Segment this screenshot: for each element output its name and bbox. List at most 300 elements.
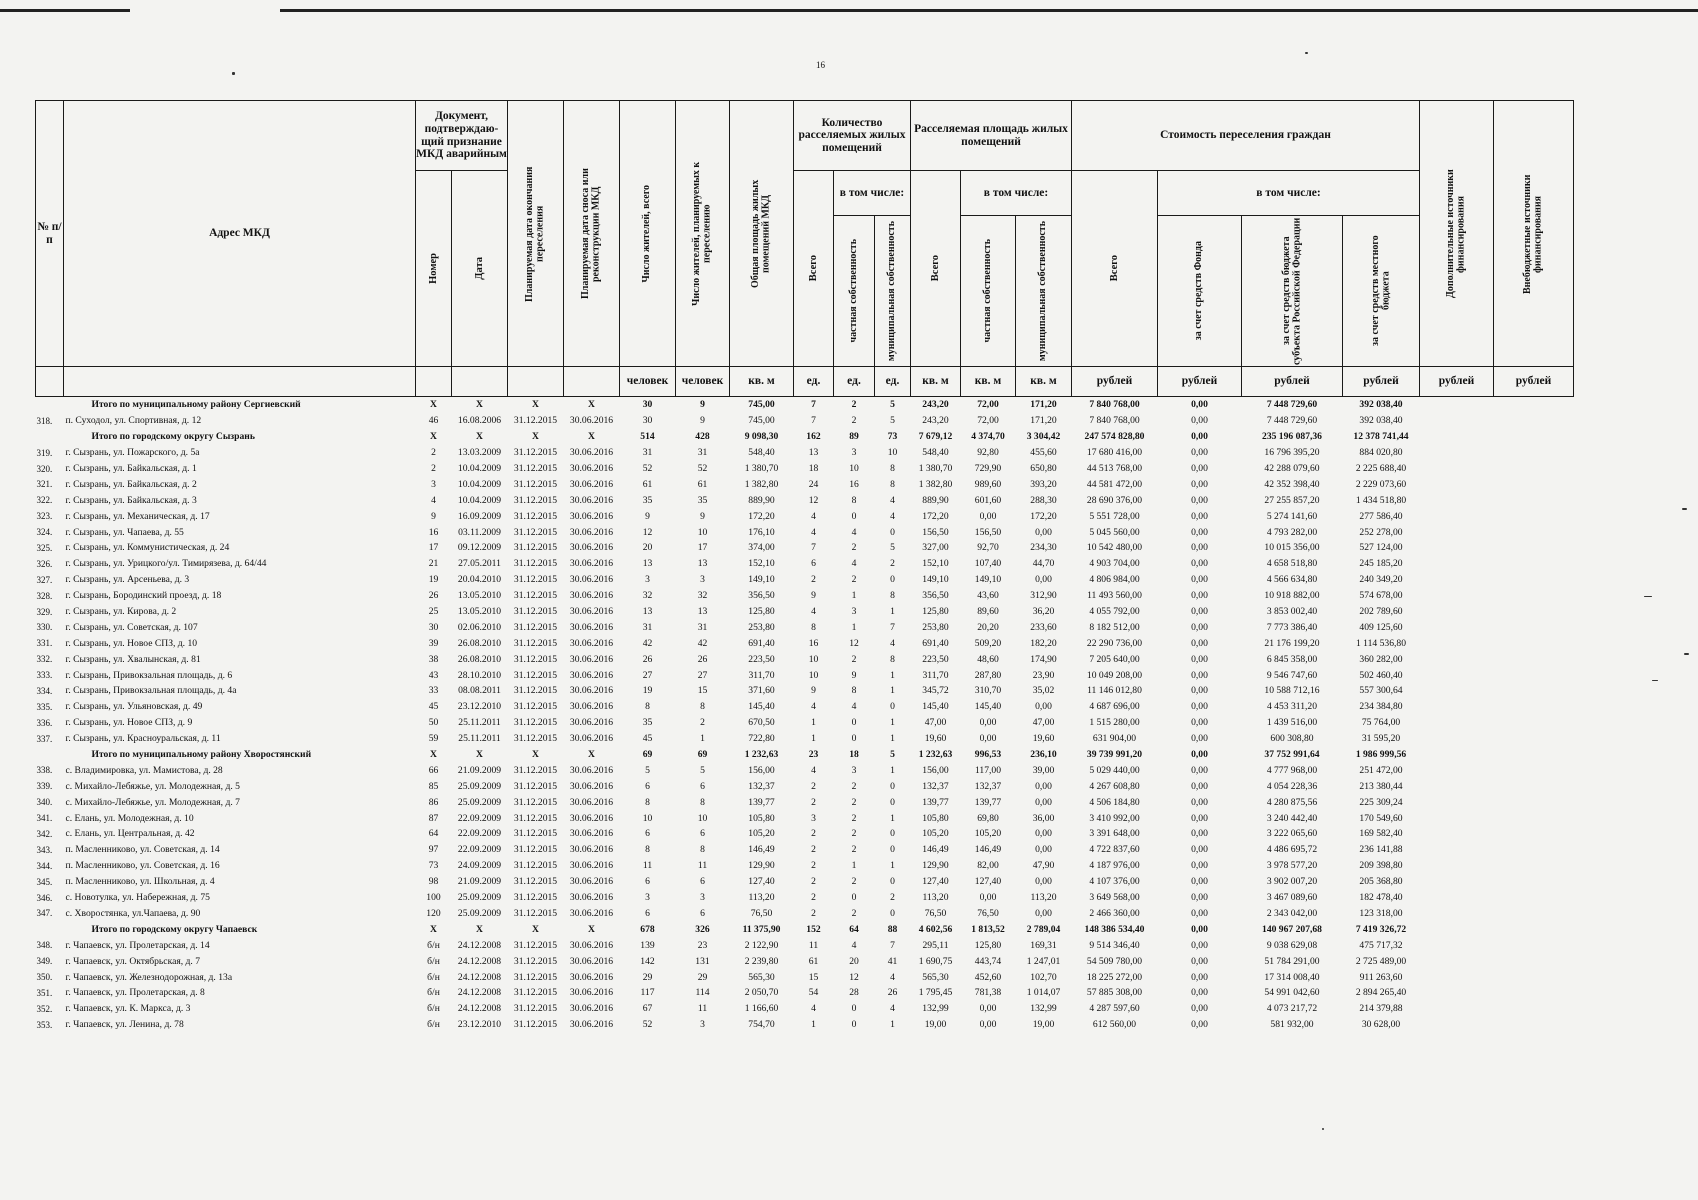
- cell-empty: [1494, 604, 1574, 620]
- cell-doc-number: 66: [428, 764, 439, 776]
- cell-premises-private: 2: [851, 780, 857, 792]
- cell-premises-total: 2: [811, 780, 816, 792]
- cell-cost-fund: 0,00: [1191, 574, 1208, 586]
- cell-planned-demolition-date: 30.06.2016: [569, 415, 614, 427]
- cell-premises-total: 3: [811, 812, 816, 824]
- cell-cost-local: 170 549,60: [1359, 812, 1403, 824]
- cell-area-private: 989,60: [974, 478, 1002, 490]
- cell-area-total: 345,72: [922, 685, 949, 697]
- cell-premises-total: 4: [811, 526, 816, 538]
- cell-planned-demolition-date: 30.06.2016: [569, 844, 614, 856]
- cell-area-private: 0,00: [979, 510, 997, 522]
- cell-cost-fund: 0,00: [1191, 955, 1208, 967]
- header-area-including: в том числе:: [961, 171, 1072, 216]
- cell-row-number: 329.: [36, 606, 53, 617]
- cell-cost-regional: 10 918 882,00: [1264, 590, 1320, 602]
- cell-cost-total: 10 542 480,00: [1086, 542, 1143, 554]
- cell-planned-resettlement-date: 31.12.2015: [513, 653, 558, 665]
- cell-premises-municipal: 2: [890, 558, 895, 570]
- cell-premises-total: 10: [808, 653, 819, 665]
- cell-empty: [1494, 715, 1574, 731]
- cell-planned-resettlement-date: 31.12.2015: [513, 717, 558, 729]
- cell-address: г. Сызрань, Привокзальная площадь, д. 4а: [65, 685, 237, 697]
- cell-row-number: 324.: [36, 527, 53, 538]
- cell-residents-planned: 6: [700, 907, 705, 919]
- cell-address: г. Сызрань, ул. Новое СПЗ, д. 9: [65, 717, 193, 729]
- table-row: [36, 508, 1574, 524]
- cell-row-number: 326.: [36, 558, 53, 569]
- cell-area-total: 19,00: [924, 1019, 947, 1031]
- cell-residents-total: 42: [642, 637, 653, 649]
- top-border-gap: [130, 9, 280, 12]
- cell-area-total: 889,90: [922, 494, 949, 506]
- cell-empty: [1494, 524, 1574, 540]
- cell-cost-fund: 0,00: [1191, 463, 1208, 474]
- cell-premises-municipal: 5: [890, 542, 895, 554]
- cell-row-number: 332.: [36, 654, 53, 665]
- cell-empty: [1494, 747, 1574, 763]
- cell-residents-planned: 11: [697, 1003, 708, 1015]
- cell-area-municipal: 44,70: [1032, 558, 1055, 570]
- cell-residents-planned: 1: [700, 733, 705, 745]
- cell-residents-total: 142: [640, 955, 655, 967]
- cell-total-area: 745,00: [748, 415, 775, 427]
- cell-area-total: 146,49: [922, 844, 949, 856]
- cell-area-municipal: 19,00: [1032, 1019, 1055, 1031]
- unit-label: ед.: [875, 367, 911, 397]
- table-row: [36, 985, 1574, 1001]
- cell-premises-private: 3: [851, 606, 857, 618]
- cell-premises-private: 2: [851, 844, 857, 856]
- cell-total-area: 76,50: [750, 907, 773, 919]
- table-row: [36, 715, 1574, 731]
- cell-premises-total: 2: [811, 892, 816, 904]
- cell-planned-demolition-date: Х: [588, 431, 595, 443]
- cell-cost-total: 4 903 704,00: [1089, 558, 1140, 570]
- cell-residents-planned: 42: [697, 637, 708, 649]
- cell-empty: [1420, 667, 1494, 683]
- cell-empty: [1494, 683, 1574, 699]
- cell-doc-date: 03.11.2009: [458, 526, 501, 538]
- cell-planned-demolition-date: 30.06.2016: [569, 510, 614, 522]
- cell-cost-total: 9 514 346,40: [1089, 939, 1140, 951]
- cell-area-municipal: 182,20: [1030, 637, 1057, 649]
- cell-doc-number: б/н: [427, 971, 440, 983]
- cell-residents-total: 6: [645, 876, 650, 888]
- cell-cost-regional: 5 274 141,60: [1266, 510, 1318, 522]
- table-row: [36, 667, 1574, 683]
- cell-total-area: 1 166,60: [744, 1003, 779, 1015]
- cell-premises-total: 10: [808, 669, 819, 681]
- cell-empty: [1494, 1017, 1574, 1033]
- cell-area-total: 548,40: [922, 447, 949, 459]
- cell-cost-local: 884 020,80: [1359, 447, 1403, 459]
- cell-cost-local: 205 368,80: [1359, 876, 1403, 888]
- cell-area-municipal: 650,80: [1030, 463, 1057, 474]
- cell-empty: [1494, 842, 1574, 858]
- cell-address: г. Сызрань, ул. Пожарского, д. 5а: [65, 447, 200, 459]
- cell-doc-date: 24.12.2008: [457, 1003, 502, 1015]
- cell-cost-total: 28 690 376,00: [1086, 494, 1143, 506]
- cell-area-private: 92,80: [977, 447, 999, 459]
- cell-planned-resettlement-date: 31.12.2015: [513, 812, 558, 824]
- cell-empty: [1420, 969, 1494, 985]
- cell-total-area: 139,77: [748, 796, 775, 808]
- cell-planned-demolition-date: 30.06.2016: [569, 494, 614, 506]
- cell-cost-fund: 0,00: [1191, 590, 1208, 602]
- table-row: [36, 635, 1574, 651]
- cell-cost-total: 5 029 440,00: [1089, 764, 1140, 776]
- cell-cost-regional: 3 902 007,20: [1266, 876, 1318, 888]
- cell-planned-resettlement-date: 31.12.2015: [513, 892, 558, 904]
- cell-doc-date: Х: [476, 399, 483, 411]
- cell-residents-total: 8: [645, 701, 650, 713]
- cell-residents-planned: 52: [697, 463, 708, 474]
- cell-area-municipal: 0,00: [1035, 844, 1052, 856]
- cell-area-private: 145,40: [974, 701, 1002, 713]
- cell-premises-municipal: 1: [890, 669, 895, 681]
- cell-area-municipal: 171,20: [1030, 399, 1057, 411]
- cell-premises-total: 1: [811, 1019, 816, 1031]
- cell-empty: [1420, 604, 1494, 620]
- cell-cost-fund: 0,00: [1191, 749, 1208, 761]
- cell-premises-municipal: 8: [890, 463, 895, 474]
- cell-premises-total: 9: [811, 590, 816, 602]
- table-row: [36, 731, 1574, 747]
- header-cost-including: в том числе:: [1158, 171, 1420, 216]
- header-premises-count: Количество расселяемых жилых помещений: [794, 101, 911, 171]
- cell-premises-total: 2: [811, 796, 816, 808]
- cell-row-number: 334.: [36, 685, 53, 696]
- cell-address: с. Хворостянка, ул.Чапаева, д. 90: [65, 907, 201, 919]
- cell-planned-resettlement-date: Х: [532, 399, 539, 411]
- cell-premises-private: 2: [851, 828, 857, 840]
- cell-area-total: 152,10: [922, 558, 949, 570]
- cell-area-private: 132,37: [974, 780, 1002, 792]
- cell-residents-planned: 131: [695, 955, 710, 967]
- cell-cost-local: 202 789,60: [1359, 606, 1403, 618]
- cell-cost-local: 251 472,00: [1359, 764, 1403, 776]
- cell-cost-fund: 0,00: [1191, 606, 1208, 618]
- cell-area-total: 1 690,75: [918, 955, 953, 967]
- cell-premises-private: 2: [851, 399, 857, 411]
- cell-premises-total: 7: [811, 542, 816, 554]
- cell-doc-date: 22.09.2009: [457, 828, 502, 840]
- cell-doc-number: 97: [428, 844, 439, 856]
- cell-residents-total: 3: [645, 574, 650, 586]
- cell-doc-number: 86: [428, 796, 439, 808]
- header-extrabudget-sources: Внебюджетные источники финансирования: [1494, 101, 1574, 367]
- cell-area-total: 565,30: [922, 971, 949, 983]
- cell-planned-resettlement-date: 31.12.2015: [513, 844, 558, 856]
- cell-residents-total: 32: [642, 590, 653, 602]
- cell-address: с. Елань, ул. Молодежная, д. 10: [65, 812, 194, 824]
- cell-total-area: 691,40: [748, 637, 775, 649]
- cell-area-municipal: 132,99: [1030, 1003, 1057, 1015]
- cell-residents-total: 3: [645, 892, 650, 904]
- cell-cost-fund: 0,00: [1191, 558, 1208, 570]
- cell-area-municipal: 236,10: [1030, 749, 1057, 761]
- cell-doc-number: б/н: [427, 955, 440, 967]
- cell-planned-resettlement-date: 31.12.2015: [513, 876, 558, 888]
- cell-residents-planned: 326: [695, 923, 710, 935]
- cell-cost-regional: 3 467 089,60: [1266, 892, 1318, 904]
- cell-residents-total: 139: [640, 939, 655, 951]
- cell-area-municipal: 102,70: [1030, 971, 1057, 983]
- cell-address: г. Чапаевск, ул. Ленина, д. 78: [65, 1019, 184, 1031]
- cell-area-municipal: 0,00: [1035, 828, 1052, 840]
- cell-planned-demolition-date: Х: [588, 399, 595, 411]
- cell-row-number: [36, 921, 64, 937]
- table-row: [36, 604, 1574, 620]
- cell-residents-planned: 6: [700, 780, 705, 792]
- cell-address: г. Сызрань, ул. Красноуральская, д. 11: [65, 733, 221, 745]
- unit-label: кв. м: [911, 367, 961, 397]
- cell-cost-fund: 0,00: [1191, 876, 1208, 888]
- unit-label: рублей: [1072, 367, 1158, 397]
- cell-area-private: 452,60: [974, 971, 1002, 983]
- cell-premises-private: 12: [849, 637, 859, 649]
- cell-doc-number: 16: [428, 526, 439, 538]
- cell-premises-private: 8: [851, 685, 857, 697]
- cell-cost-regional: 3 978 577,20: [1266, 860, 1318, 872]
- cell-cost-local: 209 398,80: [1359, 860, 1403, 872]
- cell-residents-total: 117: [640, 987, 655, 999]
- table-row: [36, 794, 1574, 810]
- cell-premises-total: 7: [811, 399, 816, 411]
- cell-premises-private: 2: [851, 574, 857, 586]
- cell-doc-date: 22.09.2009: [457, 844, 502, 856]
- cell-area-private: 0,00: [979, 892, 997, 904]
- header-doc-date: Дата: [452, 171, 508, 367]
- cell-cost-local: 240 349,20: [1359, 574, 1403, 586]
- cell-residents-total: 61: [642, 478, 653, 490]
- cell-doc-date: 25.09.2009: [457, 907, 502, 919]
- cell-empty: [1420, 731, 1494, 747]
- cell-residents-planned: 27: [697, 669, 708, 681]
- cell-planned-demolition-date: 30.06.2016: [569, 685, 614, 697]
- cell-address: г. Сызрань, ул. Урицкого/ул. Тимирязева, д. 64/44: [65, 558, 267, 570]
- cell-area-municipal: 1 014,07: [1026, 987, 1061, 999]
- cell-planned-demolition-date: 30.06.2016: [569, 876, 614, 888]
- cell-premises-municipal: 1: [890, 717, 895, 729]
- cell-cost-local: 75 764,00: [1361, 717, 1401, 729]
- table-row: [36, 524, 1574, 540]
- cell-area-private: 105,20: [974, 828, 1002, 840]
- cell-cost-regional: 27 255 857,20: [1264, 494, 1320, 506]
- cell-doc-date: 26.08.2010: [457, 653, 502, 665]
- cell-empty: [1494, 1001, 1574, 1017]
- cell-cost-local: 2 894 265,40: [1355, 987, 1407, 999]
- cell-area-municipal: 3 304,42: [1026, 431, 1061, 443]
- cell-total-area: 745,00: [748, 399, 775, 411]
- cell-cost-total: 5 045 560,00: [1089, 526, 1140, 538]
- cell-cost-regional: 4 453 311,20: [1266, 701, 1317, 713]
- header-fund: за счет средств Фонда: [1158, 216, 1242, 367]
- cell-cost-total: 4 506 184,80: [1089, 796, 1140, 808]
- cell-total-area: 132,37: [748, 780, 775, 792]
- cell-planned-demolition-date: 30.06.2016: [569, 796, 614, 808]
- header-area-total: Всего: [911, 171, 961, 367]
- cell-cost-fund: 0,00: [1191, 828, 1208, 840]
- cell-doc-date: 27.05.2011: [458, 558, 501, 570]
- cell-row-number: 347.: [36, 908, 53, 919]
- cell-residents-planned: 15: [697, 685, 708, 697]
- cell-area-private: 601,60: [974, 494, 1002, 506]
- cell-area-total: 105,20: [922, 828, 949, 840]
- header-residents-planned: Число жителей, планируемых к переселению: [676, 101, 730, 367]
- cell-area-total: 145,40: [922, 701, 949, 713]
- cell-address: г. Чапаевск, ул. Пролетарская, д. 14: [65, 939, 210, 951]
- table-row: [36, 762, 1574, 778]
- cell-empty: [1420, 921, 1494, 937]
- cell-cost-fund: 0,00: [1191, 653, 1208, 665]
- cell-residents-planned: 114: [695, 987, 710, 999]
- cell-doc-number: 38: [428, 653, 439, 665]
- cell-doc-number: 3: [431, 478, 436, 490]
- header-num: № п/п: [36, 101, 64, 367]
- cell-area-municipal: 312,90: [1030, 590, 1057, 602]
- cell-residents-planned: 8: [700, 796, 705, 808]
- cell-doc-number: 26: [428, 590, 439, 602]
- cell-premises-private: 2: [851, 653, 857, 665]
- cell-premises-municipal: 0: [890, 844, 895, 856]
- cell-doc-date: 08.08.2011: [458, 685, 501, 697]
- cell-total-area: 2 239,80: [744, 955, 779, 967]
- cell-premises-private: 4: [851, 939, 857, 951]
- cell-cost-regional: 42 352 398,40: [1264, 478, 1320, 490]
- cell-doc-date: 24.12.2008: [457, 955, 502, 967]
- cell-premises-total: 9: [811, 685, 816, 697]
- cell-doc-date: 09.12.2009: [457, 542, 502, 554]
- cell-premises-private: 3: [851, 764, 857, 776]
- cell-empty: [1420, 651, 1494, 667]
- cell-empty: [1494, 969, 1574, 985]
- cell-cost-local: 1 114 536,80: [1355, 637, 1406, 649]
- cell-doc-number: 87: [428, 812, 439, 824]
- cell-doc-number: 85: [428, 780, 439, 792]
- cell-premises-private: 12: [849, 971, 859, 983]
- cell-cost-total: 631 904,00: [1092, 733, 1137, 745]
- cell-cost-regional: 4 280 875,56: [1266, 796, 1318, 808]
- cell-residents-total: 9: [645, 510, 650, 522]
- cell-cost-total: 148 386 534,40: [1084, 923, 1145, 935]
- cell-premises-municipal: 7: [890, 621, 895, 633]
- cell-cost-total: 8 182 512,00: [1089, 621, 1140, 633]
- cell-doc-number: 43: [428, 669, 439, 681]
- header-planned-resettlement: Планируемая дата окончания переселения: [508, 101, 564, 367]
- cell-residents-total: 10: [642, 812, 653, 824]
- scan-speck: [232, 72, 235, 75]
- cell-residents-total: 6: [645, 907, 650, 919]
- table-row: [36, 906, 1574, 922]
- cell-area-private: 149,10: [974, 574, 1002, 586]
- header-area-private: частная собственность: [961, 216, 1016, 367]
- cell-cost-local: 527 124,00: [1359, 542, 1403, 554]
- cell-residents-total: 31: [642, 447, 653, 459]
- cell-area-total: 327,00: [922, 542, 949, 554]
- cell-total-area: 371,60: [748, 685, 775, 697]
- cell-planned-demolition-date: 30.06.2016: [569, 733, 614, 745]
- cell-cost-fund: 0,00: [1191, 844, 1208, 856]
- cell-premises-private: 4: [851, 701, 857, 713]
- cell-cost-fund: 0,00: [1191, 637, 1208, 649]
- cell-planned-resettlement-date: 31.12.2015: [513, 764, 558, 776]
- table-row: [36, 461, 1574, 477]
- cell-premises-private: 1: [851, 860, 857, 872]
- cell-cost-total: 10 049 208,00: [1086, 669, 1143, 681]
- cell-empty: [1494, 413, 1574, 429]
- cell-address: г. Сызрань, ул. Хвалынская, д. 81: [65, 653, 201, 665]
- cell-cost-fund: 0,00: [1191, 812, 1208, 824]
- cell-premises-municipal: 0: [890, 526, 895, 538]
- cell-row-number: 345.: [36, 876, 53, 887]
- cell-empty: [1420, 588, 1494, 604]
- cell-area-municipal: 1 247,01: [1026, 955, 1061, 967]
- cell-row-number: 352.: [36, 1003, 53, 1014]
- header-private: частная собственность: [834, 216, 875, 367]
- cell-cost-total: 3 410 992,00: [1089, 812, 1140, 824]
- cell-residents-total: 13: [642, 606, 653, 618]
- cell-empty: [1420, 1001, 1494, 1017]
- cell-doc-number: 33: [428, 685, 439, 697]
- cell-total-area: 548,40: [748, 447, 775, 459]
- cell-empty: [1494, 445, 1574, 461]
- cell-empty: [1420, 461, 1494, 477]
- cell-area-total: 243,20: [922, 399, 949, 411]
- cell-address: г. Сызрань, ул. Арсеньева, д. 3: [65, 574, 190, 586]
- cell-planned-resettlement-date: Х: [532, 923, 539, 935]
- cell-cost-regional: 51 784 291,00: [1264, 955, 1320, 967]
- cell-doc-date: 16.09.2009: [457, 510, 502, 522]
- cell-planned-demolition-date: 30.06.2016: [569, 463, 614, 474]
- cell-premises-municipal: 8: [890, 478, 895, 490]
- cell-empty: [1420, 858, 1494, 874]
- cell-planned-resettlement-date: Х: [532, 749, 539, 761]
- cell-residents-planned: 35: [697, 494, 708, 506]
- cell-area-private: 127,40: [974, 876, 1002, 888]
- cell-empty: [1420, 1017, 1494, 1033]
- cell-area-private: 139,77: [974, 796, 1002, 808]
- cell-planned-demolition-date: 30.06.2016: [569, 669, 614, 681]
- cell-area-total: 105,80: [922, 812, 949, 824]
- cell-empty: [1420, 508, 1494, 524]
- cell-premises-total: 4: [811, 606, 816, 618]
- unit-empty: [508, 367, 564, 397]
- cell-total-area: 156,00: [748, 764, 775, 776]
- cell-premises-total: 2: [811, 844, 816, 856]
- cell-empty: [1494, 810, 1574, 826]
- cell-row-number: 318.: [36, 415, 53, 426]
- cell-premises-total: 16: [808, 637, 819, 649]
- cell-cost-total: 7 205 640,00: [1089, 653, 1140, 665]
- cell-cost-fund: 0,00: [1191, 923, 1208, 935]
- cell-premises-municipal: 1: [890, 685, 895, 697]
- cell-empty: [1420, 699, 1494, 715]
- cell-residents-total: 514: [640, 431, 655, 443]
- cell-residents-total: 30: [642, 399, 653, 411]
- unit-label: рублей: [1158, 367, 1242, 397]
- cell-doc-number: 17: [428, 542, 439, 554]
- cell-cost-local: 182 478,40: [1359, 892, 1403, 904]
- cell-cost-local: 169 582,40: [1359, 828, 1403, 840]
- cell-area-total: 172,20: [922, 510, 949, 522]
- resettlement-table: [35, 100, 1574, 1033]
- cell-address: г. Сызрань, Бородинский проезд, д. 18: [65, 590, 222, 602]
- cell-cost-local: 360 282,00: [1359, 653, 1403, 665]
- cell-premises-private: 1: [851, 590, 857, 602]
- cell-residents-planned: 11: [697, 860, 708, 872]
